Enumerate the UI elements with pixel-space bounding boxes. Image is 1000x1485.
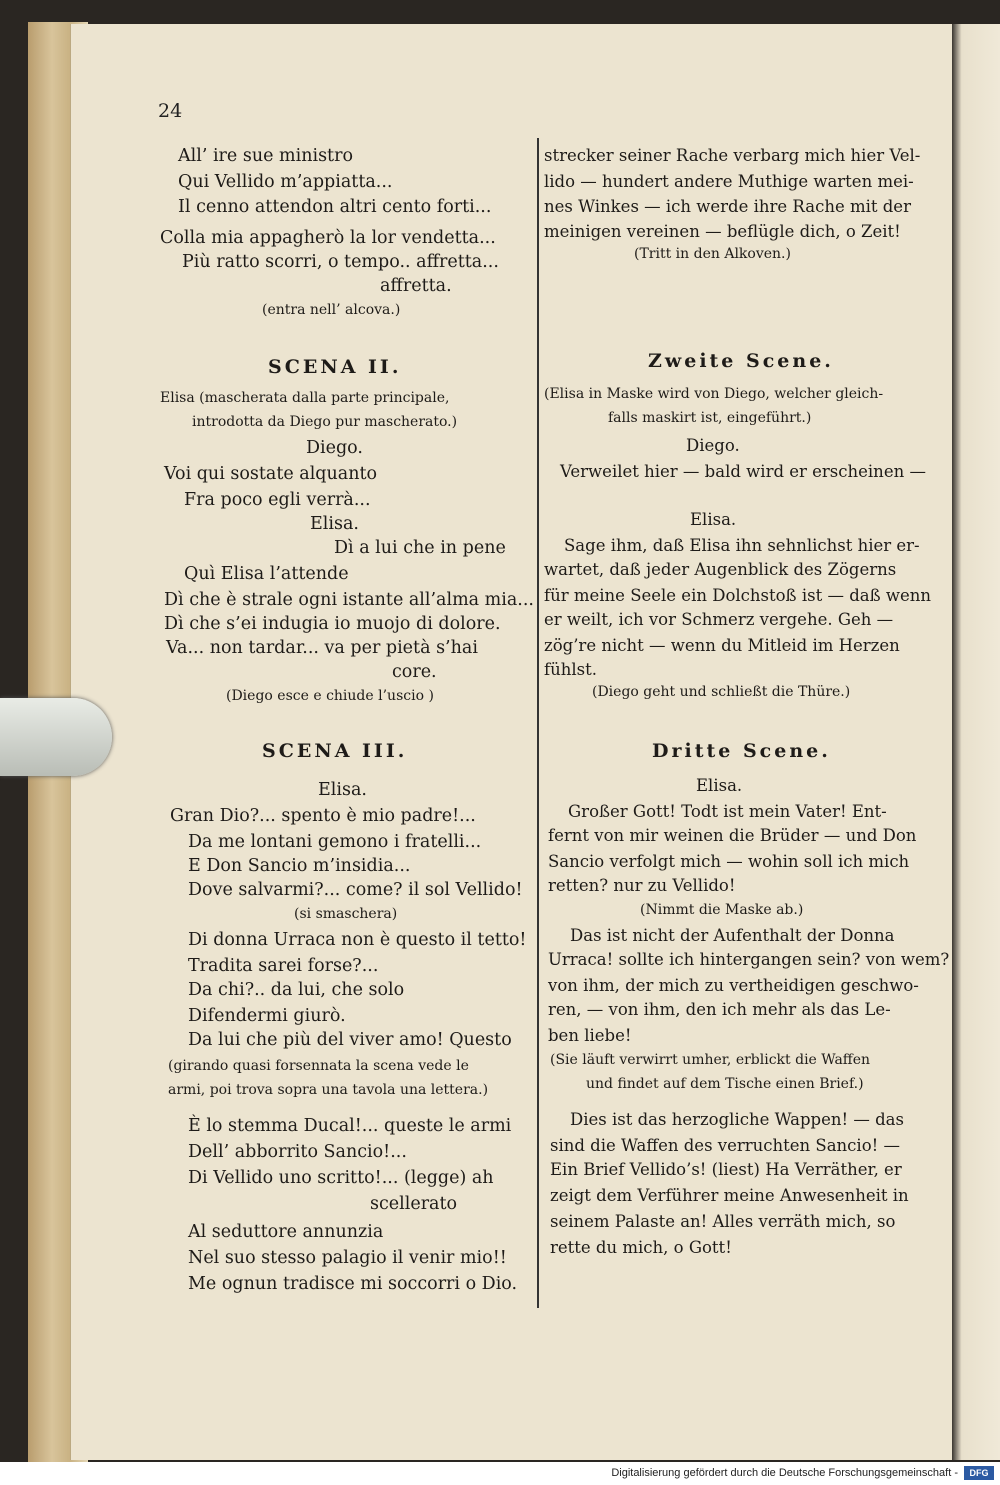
next-page-edge xyxy=(952,24,1000,1460)
italian-line: Dell’ abborrito Sancio!... xyxy=(188,1142,407,1162)
german-line: wartet, daß jeder Augenblick des Zögerns xyxy=(544,560,897,579)
german-line: Verweilet hier — bald wird er erscheinen — xyxy=(560,462,926,481)
german-line: nes Winkes — ich werde ihre Rache mit der xyxy=(544,197,911,216)
german-line: Elisa. xyxy=(690,510,737,529)
italian-line: Difendermi giurò. xyxy=(188,1006,346,1026)
italian-line: Tradita sarei forse?... xyxy=(188,956,379,976)
german-line: Sage ihm, daß Elisa ihn sehnlichst hier er- xyxy=(564,536,920,555)
scene-heading: Zweite Scene. xyxy=(648,350,834,372)
italian-line: Nel suo stesso palagio il venir mio!! xyxy=(188,1248,507,1268)
german-line: sind die Waffen des verruchten Sancio! — xyxy=(550,1136,901,1155)
german-line: Sancio verfolgt mich — wohin soll ich mich xyxy=(548,852,910,871)
italian-line: Me ognun tradisce mi soccorri o Dio. xyxy=(188,1274,518,1294)
italian-line: (si smaschera) xyxy=(294,906,398,922)
bookmark-tab xyxy=(0,698,112,776)
italian-line: E Don Sancio m’insidia... xyxy=(188,856,411,876)
page-number: 24 xyxy=(158,100,183,122)
italian-line: Colla mia appagherò la lor vendetta... xyxy=(160,228,496,248)
german-line: (Nimmt die Maske ab.) xyxy=(640,902,804,918)
german-line: ben liebe! xyxy=(548,1026,632,1045)
german-line: er weilt, ich vor Schmerz vergehe. Geh — xyxy=(544,610,894,629)
italian-line: (Diego esce e chiude l’uscio ) xyxy=(226,688,434,704)
german-line: von ihm, der mich zu vertheidigen geschwo- xyxy=(548,976,919,995)
scene-heading: SCENA II. xyxy=(268,356,402,378)
german-line: seinem Palaste an! Alles verräth mich, so xyxy=(550,1212,896,1231)
german-line: zög’re nicht — wenn du Mitleid im Herzen xyxy=(544,636,900,655)
italian-line: Più ratto scorri, o tempo.. affretta... xyxy=(182,252,499,272)
scene-heading: SCENA III. xyxy=(262,740,408,762)
german-line: Ein Brief Vellido’s! (liest) Ha Verräther, er xyxy=(550,1160,902,1179)
italian-line: Da me lontani gemono i fratelli... xyxy=(188,832,482,852)
italian-line: Da chi?.. da lui, che solo xyxy=(188,980,405,1000)
italian-line: È lo stemma Ducal!... queste le armi xyxy=(188,1116,512,1136)
italian-line: Elisa. xyxy=(310,514,359,534)
italian-line: introdotta da Diego pur mascherato.) xyxy=(192,414,458,430)
german-line: Dies ist das herzogliche Wappen! — das xyxy=(570,1110,904,1129)
german-line: strecker seiner Rache verbarg mich hier Vel- xyxy=(544,146,921,165)
italian-line: Il cenno attendon altri cento forti... xyxy=(178,197,492,217)
scene-heading: Dritte Scene. xyxy=(652,740,831,762)
german-line: zeigt dem Verführer meine Anwesenheit in xyxy=(550,1186,909,1205)
german-line: retten? nur zu Vellido! xyxy=(548,876,736,895)
german-line: (Diego geht und schließt die Thüre.) xyxy=(592,684,851,700)
italian-line: scellerato xyxy=(370,1194,458,1214)
italian-line: All’ ire sue ministro xyxy=(178,146,353,166)
german-line: Großer Gott! Todt ist mein Vater! Ent- xyxy=(568,802,887,821)
italian-line: Qui Vellido m’appiatta... xyxy=(178,172,393,192)
german-line: meinigen vereinen — beflügle dich, o Zeit! xyxy=(544,222,901,241)
german-line: lido — hundert andere Muthige warten mei- xyxy=(544,172,914,191)
german-line: rette du mich, o Gott! xyxy=(550,1238,732,1257)
german-line: (Tritt in den Alkoven.) xyxy=(634,246,791,262)
footer-bar xyxy=(0,1462,1000,1485)
italian-line: Di donna Urraca non è questo il tetto! xyxy=(188,930,527,950)
german-line: falls maskirt ist, eingeführt.) xyxy=(608,410,812,426)
italian-line: (girando quasi forsennata la scena vede le xyxy=(168,1058,469,1074)
german-line: fühlst. xyxy=(544,660,597,679)
german-line: für meine Seele ein Dolchstoß ist — daß wenn xyxy=(544,586,932,605)
italian-line: Quì Elisa l’attende xyxy=(184,564,349,584)
german-line: und findet auf dem Tische einen Brief.) xyxy=(586,1076,864,1092)
dfg-logo: DFG xyxy=(964,1466,994,1480)
italian-line: (entra nell’ alcova.) xyxy=(262,302,401,318)
italian-line: Va... non tardar... va per pietà s’hai xyxy=(166,638,478,658)
italian-line: Di Vellido uno scritto!... (legge) ah xyxy=(188,1168,494,1188)
italian-line: Dì che è strale ogni istante all’alma mia... xyxy=(164,590,534,610)
column-divider xyxy=(537,138,539,1308)
italian-line: Gran Dio?... spento è mio padre!... xyxy=(170,806,476,826)
italian-line: armi, poi trova sopra una tavola una lettera.) xyxy=(168,1082,489,1098)
italian-line: Fra poco egli verrà... xyxy=(184,490,371,510)
italian-line: affretta. xyxy=(380,276,452,296)
german-line: Urraca! sollte ich hintergangen sein? von wem? xyxy=(548,950,950,969)
german-line: fernt von mir weinen die Brüder — und Don xyxy=(548,826,917,845)
italian-line: Diego. xyxy=(306,438,363,458)
italian-line: Voi qui sostate alquanto xyxy=(164,464,378,484)
italian-line: Dì che s’ei indugia io muojo di dolore. xyxy=(164,614,501,634)
footer-credit: Digitalisierung gefördert durch die Deutsche Forschungsgemeinschaft - xyxy=(611,1467,958,1479)
italian-line: Da lui che più del viver amo! Questo xyxy=(188,1030,512,1050)
german-line: Elisa. xyxy=(696,776,743,795)
italian-line: Dì a lui che in pene xyxy=(334,538,506,558)
german-line: Diego. xyxy=(686,436,740,455)
german-line: (Sie läuft verwirrt umher, erblickt die Waffen xyxy=(550,1052,871,1068)
italian-line: core. xyxy=(392,662,437,682)
italian-line: Al seduttore annunzia xyxy=(188,1222,384,1242)
italian-line: Elisa (mascherata dalla parte principale, xyxy=(160,390,450,406)
italian-line: Elisa. xyxy=(318,780,367,800)
german-line: (Elisa in Maske wird von Diego, welcher gleich- xyxy=(544,386,884,402)
german-line: ren, — von ihm, den ich mehr als das Le- xyxy=(548,1000,891,1019)
german-line: Das ist nicht der Aufenthalt der Donna xyxy=(570,926,895,945)
italian-line: Dove salvarmi?... come? il sol Vellido! xyxy=(188,880,523,900)
